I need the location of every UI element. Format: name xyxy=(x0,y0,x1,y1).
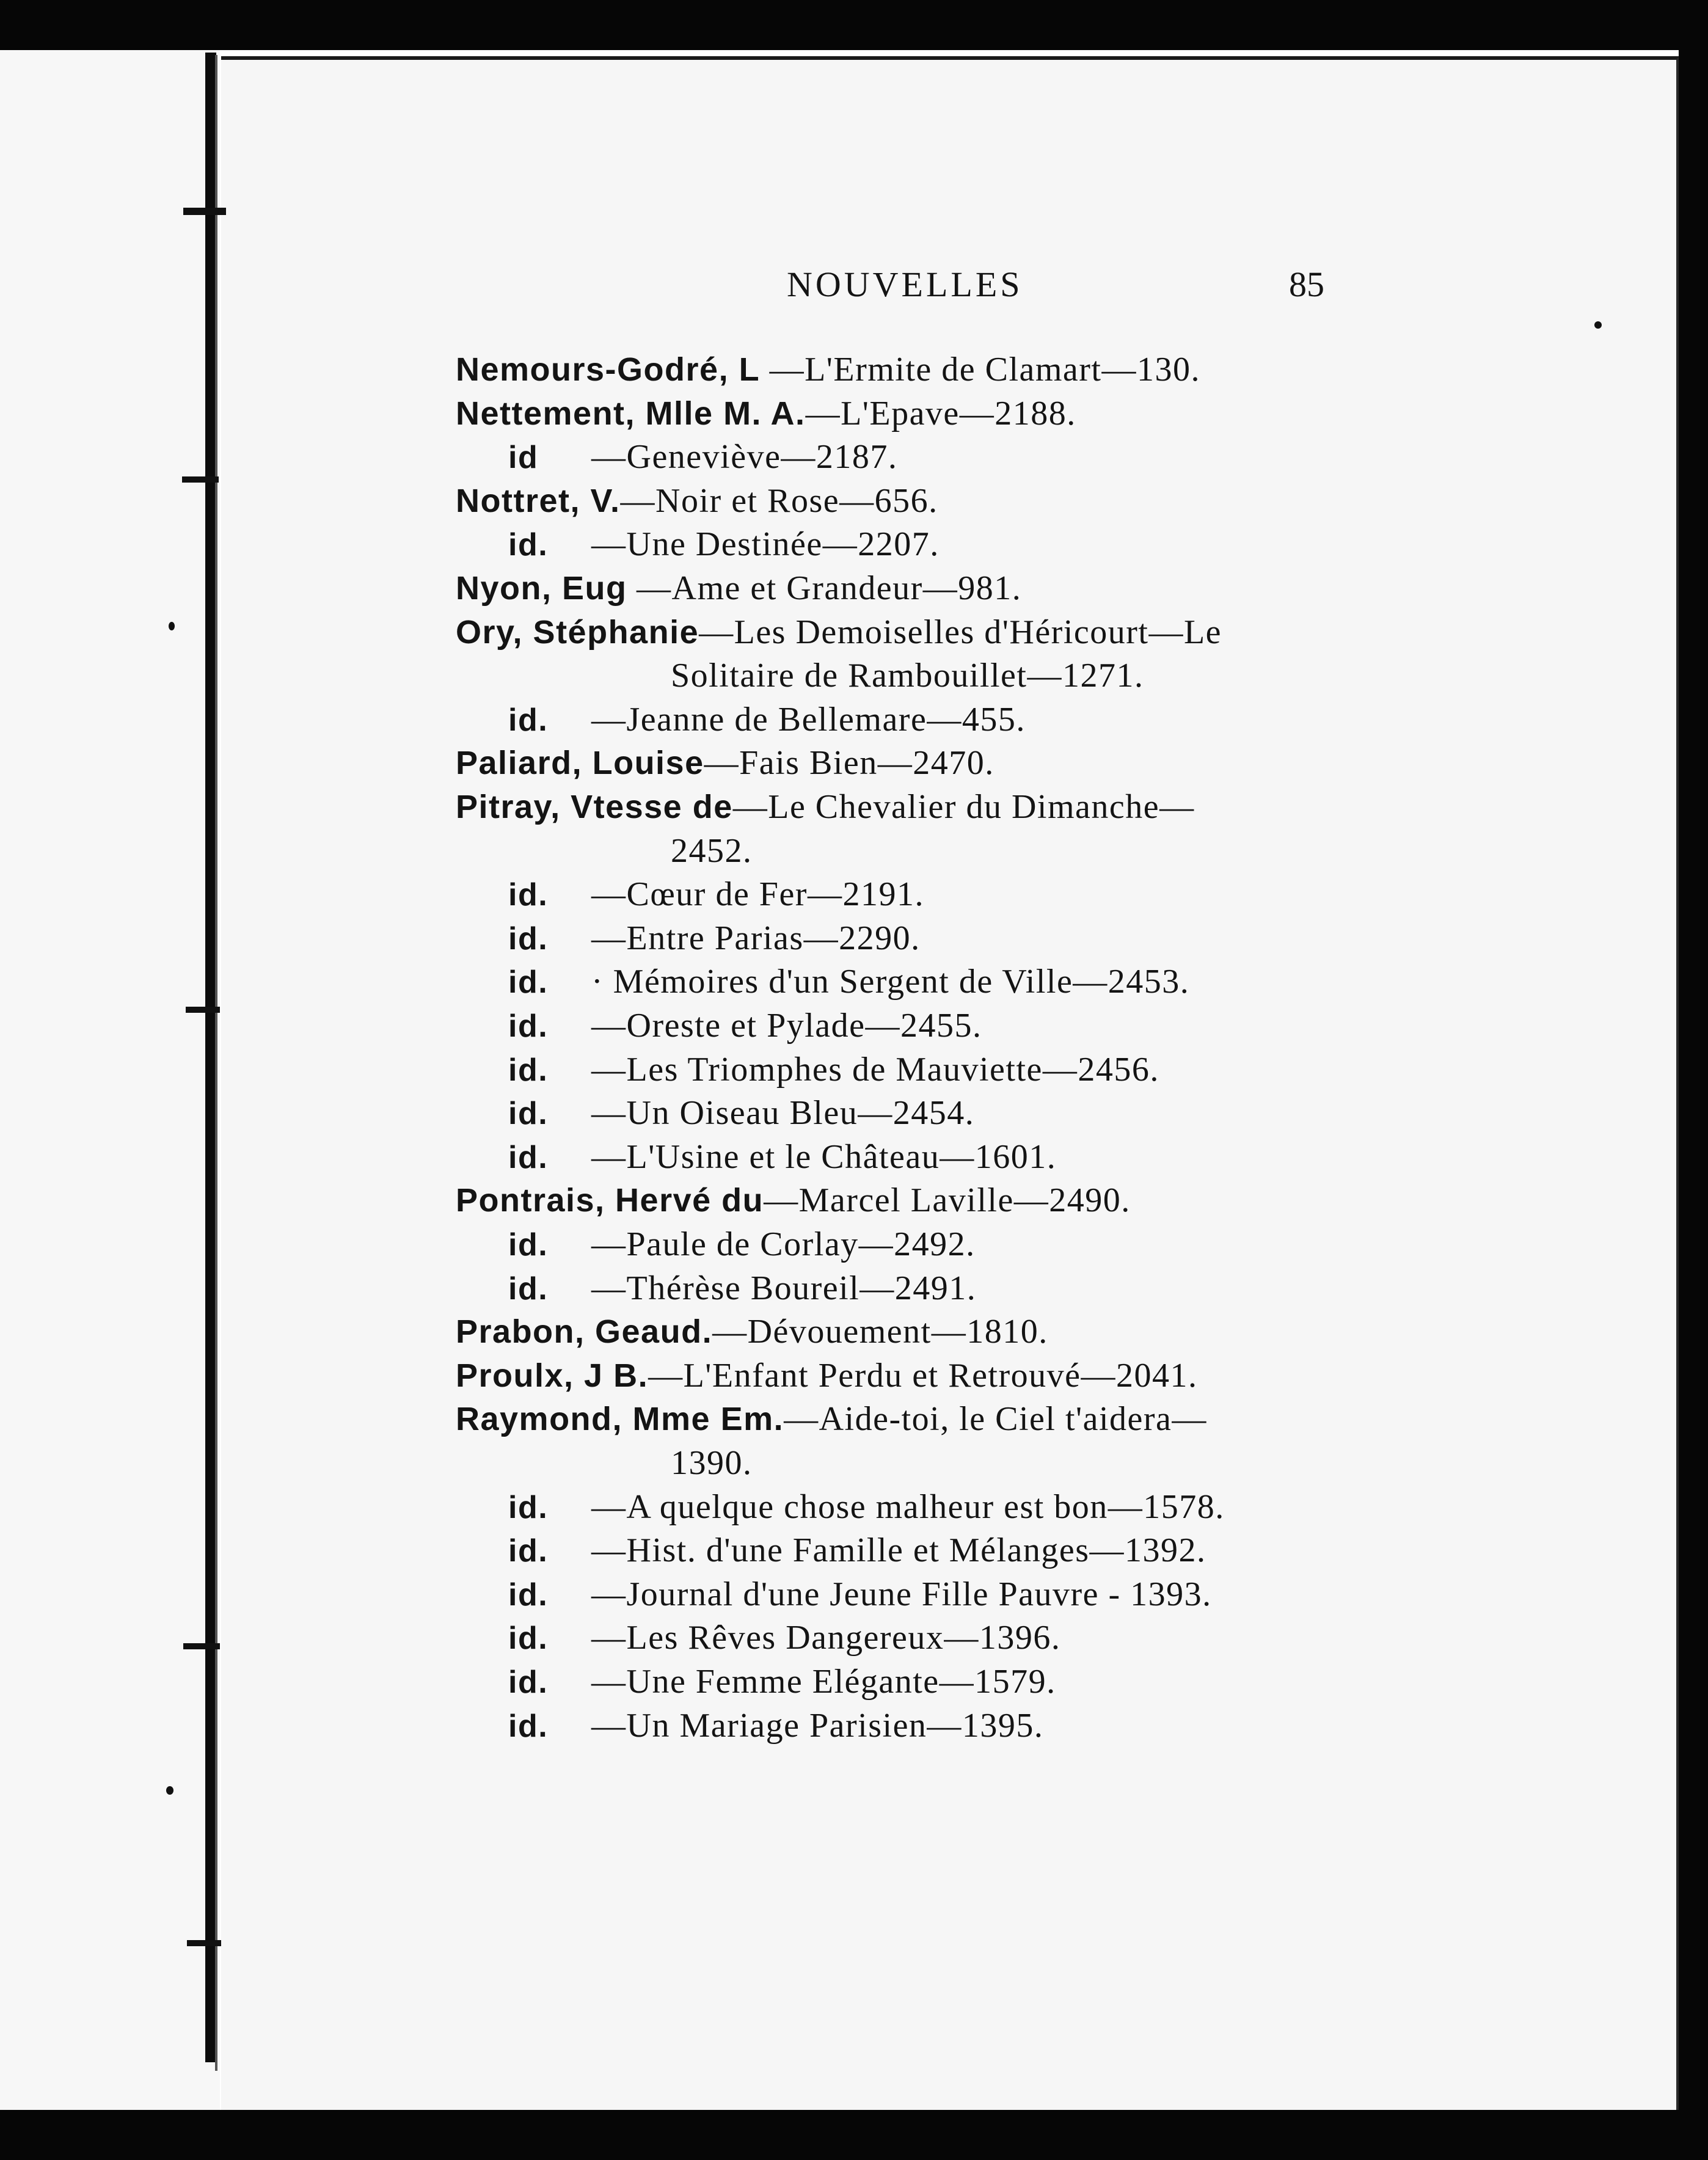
spine-clip-mark xyxy=(182,476,219,483)
entry-title: —Un Oiseau Bleu—2454. xyxy=(591,1094,975,1132)
entry-line xyxy=(508,1224,976,1265)
author-name: Nettement, Mlle M. A. xyxy=(456,395,806,432)
entry-line xyxy=(508,1137,1057,1178)
entry-title: —Ame et Grandeur—981. xyxy=(627,569,1022,607)
entry-title: —Les Demoiselles d'Héricourt—Le xyxy=(699,613,1222,651)
entry-title: —Paule de Corlay—2492. xyxy=(591,1225,976,1263)
entry-line xyxy=(508,524,940,565)
idem-marker: id xyxy=(508,440,539,475)
author-name: Raymond, Mme Em. xyxy=(456,1401,784,1437)
scan-speck xyxy=(166,1786,173,1795)
entry-title: · Mémoires d'un Sergent de Ville—2453. xyxy=(591,963,1190,1001)
entry-title: —Les Triomphes de Mauviette—2456. xyxy=(591,1051,1159,1089)
spine-clip-mark xyxy=(183,1643,220,1649)
entry-line xyxy=(508,1706,1044,1746)
entry-title: —Le Chevalier du Dimanche— xyxy=(732,788,1195,826)
entry-line xyxy=(456,481,938,521)
author-name: Pitray, Vtesse de xyxy=(456,789,733,825)
idem-marker: id. xyxy=(508,527,549,563)
entry-title: —Fais Bien—2470. xyxy=(704,744,995,782)
entry-line xyxy=(508,1487,1225,1528)
author-name: Nyon, Eug xyxy=(456,570,627,607)
author-name: Prabon, Geaud. xyxy=(456,1313,713,1350)
scan-background-left xyxy=(0,50,220,2110)
entry-title: —Hist. d'une Famille et Mélanges—1392. xyxy=(591,1531,1206,1569)
idem-marker: id. xyxy=(508,877,549,913)
idem-marker: id. xyxy=(508,1665,549,1700)
entry-title: —Marcel Laville—2490. xyxy=(764,1181,1131,1219)
entry-title: —L'Ermite de Clamart—130. xyxy=(760,351,1200,389)
entry-line xyxy=(456,1180,1131,1220)
entry-line xyxy=(456,393,1076,434)
entry-title: —Entre Parias—2290. xyxy=(591,919,921,957)
entry-line xyxy=(456,568,1021,608)
idem-marker: id. xyxy=(508,1009,549,1044)
entry-line xyxy=(456,349,1200,390)
author-name: Nottret, V. xyxy=(456,483,621,519)
idem-marker: id. xyxy=(508,1533,549,1569)
entry-line xyxy=(508,1574,1212,1615)
entry-line xyxy=(456,1399,1207,1439)
entry-title-continuation: 1390. xyxy=(671,1444,753,1482)
idem-marker: id. xyxy=(508,1227,549,1263)
entry-title: —Une Destinée—2207. xyxy=(591,525,940,563)
spine-clip-mark xyxy=(186,1007,220,1013)
entry-line xyxy=(508,1268,977,1309)
entry-continuation-line xyxy=(671,831,753,871)
author-name: Proulx, J B. xyxy=(456,1357,649,1394)
entry-title: —Aide-toi, le Ciel t'aidera— xyxy=(784,1400,1207,1438)
entry-title: —Dévouement—1810. xyxy=(712,1313,1048,1351)
entry-title-continuation: Solitaire de Rambouillet—1271. xyxy=(671,657,1144,695)
entry-title: —L'Epave—2188. xyxy=(805,395,1076,432)
page-number: 85 xyxy=(1289,265,1324,304)
entry-line xyxy=(508,961,1190,1002)
idem-marker: id. xyxy=(508,921,549,957)
idem-marker: id. xyxy=(508,1577,549,1613)
idem-marker: id. xyxy=(508,1053,549,1088)
idem-marker: id. xyxy=(508,702,549,738)
scan-speck xyxy=(169,622,175,630)
entry-line xyxy=(508,1049,1159,1090)
entry-line xyxy=(456,612,1222,652)
spine-clip-mark xyxy=(183,208,226,215)
entry-line xyxy=(508,1093,975,1134)
entry-title: —Cœur de Fer—2191. xyxy=(591,875,924,913)
entry-title: —Les Rêves Dangereux—1396. xyxy=(591,1619,1061,1657)
idem-marker: id. xyxy=(508,965,549,1000)
entry-title: —Oreste et Pylade—2455. xyxy=(591,1007,982,1045)
entry-line xyxy=(508,918,921,959)
spine-edge xyxy=(215,55,217,2071)
entry-line xyxy=(456,743,995,783)
scan-border-top xyxy=(0,0,1708,50)
spine-clip-mark xyxy=(187,1940,221,1946)
author-name: Paliard, Louise xyxy=(456,745,704,781)
entry-line xyxy=(508,1005,982,1046)
entry-title: —Une Femme Elégante—1579. xyxy=(591,1663,1056,1701)
scan-border-bottom xyxy=(0,2110,1708,2160)
entry-title: —Journal d'une Jeune Fille Pauvre - 1393. xyxy=(591,1575,1212,1613)
idem-marker: id. xyxy=(508,1490,549,1525)
entry-continuation-line xyxy=(671,1443,753,1483)
entry-title: —A quelque chose malheur est bon—1578. xyxy=(591,1488,1225,1526)
idem-marker: id. xyxy=(508,1271,549,1307)
idem-marker: id. xyxy=(508,1140,549,1175)
entry-line xyxy=(508,874,924,915)
entry-line xyxy=(456,787,1195,827)
entry-line xyxy=(508,437,898,478)
idem-marker: id. xyxy=(508,1621,549,1656)
entry-title: —Un Mariage Parisien—1395. xyxy=(591,1707,1044,1745)
entry-title: —Noir et Rose—656. xyxy=(620,482,938,520)
entry-line xyxy=(456,1312,1048,1352)
entry-continuation-line xyxy=(671,655,1144,696)
entry-line xyxy=(508,1662,1056,1702)
author-name: Nemours-Godré, L xyxy=(456,351,761,388)
scan-speck xyxy=(1594,321,1602,329)
idem-marker: id. xyxy=(508,1709,549,1744)
scan-border-right xyxy=(1679,0,1708,2160)
entry-line xyxy=(508,699,1026,740)
author-name: Ory, Stéphanie xyxy=(456,614,699,651)
entry-title: —Jeanne de Bellemare—455. xyxy=(591,701,1026,739)
entry-title: —Thérèse Boureil—2491. xyxy=(591,1269,977,1307)
page-header-title: NOUVELLES xyxy=(787,265,1023,304)
author-name: Pontrais, Hervé du xyxy=(456,1182,764,1219)
entry-title: —L'Usine et le Château—1601. xyxy=(591,1138,1057,1176)
entry-title: —Geneviève—2187. xyxy=(591,438,898,476)
entry-title: —L'Enfant Perdu et Retrouvé—2041. xyxy=(648,1357,1198,1395)
entry-title-continuation: 2452. xyxy=(671,832,753,870)
idem-marker: id. xyxy=(508,1096,549,1131)
entry-line xyxy=(508,1530,1206,1571)
entry-line xyxy=(508,1618,1061,1658)
entry-line xyxy=(456,1355,1198,1396)
